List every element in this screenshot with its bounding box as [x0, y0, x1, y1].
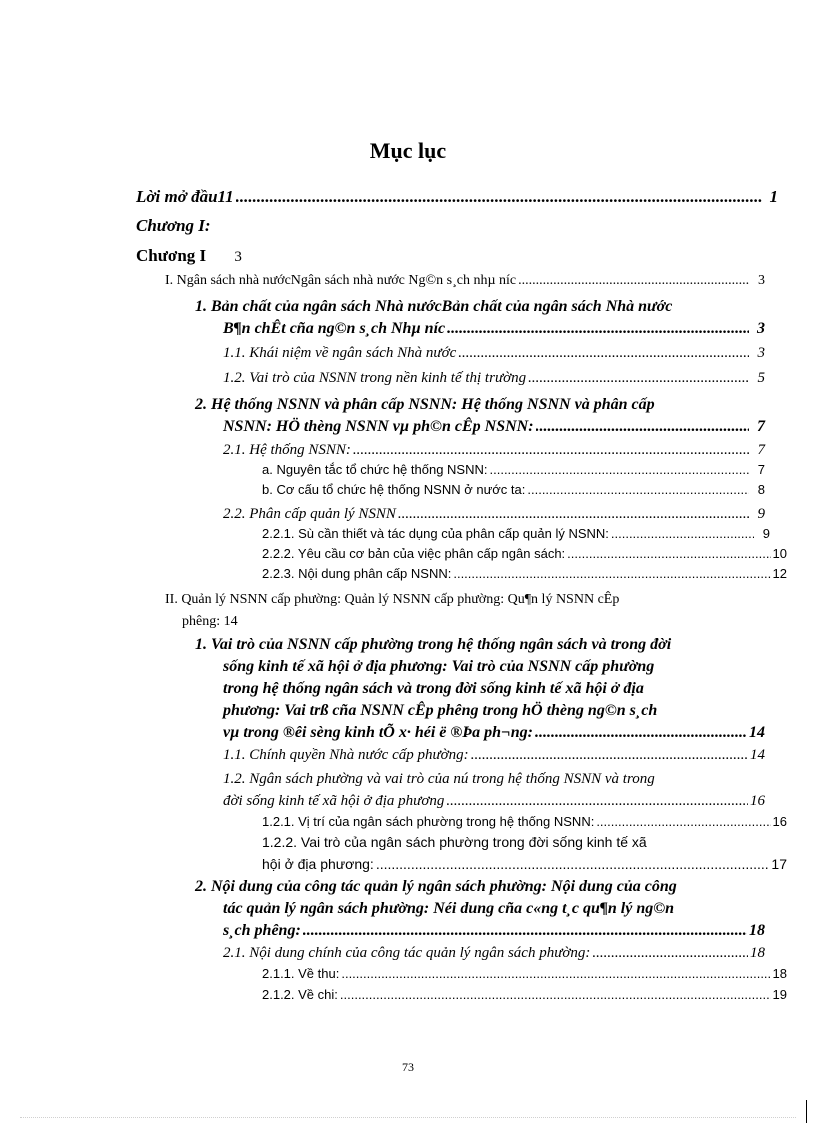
- leader-dots: [453, 563, 770, 585]
- toc-page-number: 12: [772, 566, 787, 581]
- leader-dots: [592, 942, 748, 964]
- leader-dots: [398, 503, 749, 525]
- toc-entry-text-line1: 2. Hệ thống NSNN và phân cấp NSNN: Hệ thống NSNN và phân cấp: [195, 396, 655, 413]
- toc-entry-II-2-1-2[interactable]: [262, 984, 787, 1006]
- page-bottom-divider: [20, 1117, 796, 1118]
- leader-dots: [536, 416, 749, 438]
- toc-page-number: 19: [772, 987, 787, 1002]
- toc-entry-II-1-2[interactable]: [223, 768, 785, 812]
- toc-entry-text: 2.1. Hệ thống NSNN:: [223, 442, 351, 458]
- leader-dots: [458, 342, 749, 364]
- toc-entry-text: 2.2.3. Nội dung phân cấp NSNN:: [262, 566, 452, 581]
- toc-entry-text: a. Nguyên tắc tổ chức hệ thống NSNN:: [262, 462, 488, 477]
- toc-entry-text-line2: B¶n chÊt cña ng©n s¸ch Nhµ níc: [223, 320, 446, 337]
- toc-entry-2-2-2[interactable]: [262, 543, 787, 565]
- toc-entry-text: I. Ngân sách nhà nướcNgân sách nhà nước Ng©n s¸ch nhµ níc: [165, 273, 517, 288]
- toc-page-number: 7: [757, 418, 765, 435]
- toc-entry-text: 2.2.2. Yêu cầu cơ bản của việc phân cấp ngân sách:: [262, 546, 566, 561]
- toc-entry-II-1-2-2[interactable]: [262, 831, 787, 875]
- toc-page-number: 18: [772, 966, 787, 981]
- toc-page-number: 7: [757, 442, 765, 458]
- toc-page-number: 5: [757, 370, 765, 386]
- toc-entry-intro[interactable]: [136, 186, 778, 208]
- toc-entry-text-line4: phương: Vai trß cña NSNN cÊp phêng trong hÖ thèng ng©n s¸ch: [223, 702, 658, 719]
- leader-dots: [527, 479, 749, 501]
- toc-entry-2[interactable]: [195, 394, 765, 438]
- toc-entry-1-2[interactable]: [223, 367, 765, 389]
- toc-entry-chapter[interactable]: [136, 245, 242, 268]
- leader-dots: [236, 186, 762, 208]
- toc-entry-II-2[interactable]: [195, 876, 765, 942]
- toc-entry-text: 1.2. Vai trò của NSNN trong nền kinh tế thị trường: [223, 370, 527, 386]
- toc-entry-2-2-1[interactable]: [262, 523, 770, 545]
- toc-entry-1-1[interactable]: [223, 342, 765, 364]
- toc-page-number: 16: [750, 793, 765, 809]
- toc-entry-text: Chương I: [136, 246, 207, 265]
- toc-entry-text: 1.2.1. Vị trí của ngân sách phường trong hệ thống NSNN:: [262, 814, 595, 829]
- toc-page-number: 3: [757, 345, 765, 361]
- toc-page-number: 7: [757, 462, 765, 477]
- toc-entry-text: Lời mở đầu11: [136, 187, 234, 206]
- toc-entry-text-line3: trong hệ thống ngân sách và trong đời sống kinh tế xã hội ở địa: [223, 680, 644, 697]
- leader-dots: [447, 318, 749, 340]
- leader-dots: [596, 811, 770, 833]
- toc-entry-1[interactable]: [195, 296, 765, 340]
- toc-entry-text-line1: II. Quản lý NSNN cấp phường: Quản lý NSNN cấp phường: Qu¶n lý NSNN cÊp: [165, 592, 620, 607]
- toc-entry-text: Chương I:: [136, 216, 211, 235]
- toc-entry-II-1[interactable]: [195, 634, 765, 744]
- toc-entry-II-2-1-1[interactable]: [262, 963, 787, 985]
- toc-entry-text-line2: hội ở địa phương:: [262, 856, 374, 872]
- leader-dots: [611, 523, 754, 545]
- toc-page-number: 3: [757, 320, 765, 337]
- leader-dots: [341, 963, 770, 985]
- toc-entry-section-I[interactable]: [165, 270, 765, 292]
- toc-entry-text-line1: 1.2. Ngân sách phường và vai trò của nú trong hệ thống NSNN và trong: [223, 771, 655, 787]
- toc-entry-text-line1: 1. Vai trò của NSNN cấp phường trong hệ thống ngân sách và trong đời: [195, 636, 672, 653]
- toc-page-number: 18: [749, 922, 765, 939]
- leader-dots: [471, 744, 748, 766]
- leader-dots: [567, 543, 770, 565]
- toc-entry-section-II[interactable]: [165, 589, 765, 633]
- toc-page-number: 1: [769, 187, 778, 206]
- toc-entry-text: 2.1.2. Về chi:: [262, 987, 338, 1002]
- toc-entry-text: 2.2.1. Sù cần thiết và tác dụng của phân cấp quản lý NSNN:: [262, 526, 609, 541]
- toc-entry-text: b. Cơ cấu tổ chức hệ thống NSNN ở nước ta:: [262, 482, 526, 497]
- toc-page-number: 14: [750, 747, 765, 763]
- page-title: Mục lục: [369, 138, 447, 163]
- leader-dots: [353, 439, 749, 461]
- toc-entry-text-line3: s¸ch phêng:: [223, 922, 301, 939]
- toc-entry-2-1[interactable]: [223, 439, 765, 461]
- toc-page-number: 3: [234, 249, 242, 265]
- leader-dots: [376, 853, 770, 875]
- toc-entry-text-line2: sống kinh tế xã hội ở địa phương: Vai trò của NSNN cấp phường: [223, 658, 655, 675]
- leader-dots: [303, 920, 747, 942]
- toc-page-number: 8: [757, 482, 765, 497]
- leader-dots: [340, 984, 771, 1006]
- toc-page-number: 3: [758, 273, 765, 288]
- leader-dots: [518, 270, 749, 292]
- toc-entry-text: 2.2. Phân cấp quản lý NSNN: [223, 506, 396, 522]
- toc-entry-text-line1: 1. Bản chất của ngân sách Nhà nướcBản chất của ngân sách Nhà nước: [195, 298, 673, 315]
- toc-entry-text: 1.1. Khái niệm về ngân sách Nhà nước: [223, 345, 457, 361]
- toc-entry-chapter-heading[interactable]: [136, 215, 211, 237]
- leader-dots: [446, 790, 748, 812]
- toc-entry-II-1-2-1[interactable]: [262, 811, 787, 833]
- leader-dots: [535, 722, 747, 744]
- toc-entry-text: 1.1. Chính quyền Nhà nước cấp phường:: [223, 747, 469, 763]
- toc-entry-2-2[interactable]: [223, 503, 765, 525]
- toc-entry-text-line5: vµ trong ®êi sèng kinh tÕ x· héi ë ®Þa ph¬ng:: [223, 724, 533, 741]
- toc-page-number: 10: [772, 546, 787, 561]
- toc-entry-2-1-a[interactable]: [262, 459, 765, 481]
- toc-entry-text-line2: phêng: 14: [182, 614, 238, 629]
- toc-entry-II-1-1[interactable]: [223, 744, 765, 766]
- toc-entry-text: 2.1.1. Về thu:: [262, 966, 340, 981]
- toc-entry-text-line2: NSNN: HÖ thèng NSNN vµ ph©n cÊp NSNN:: [223, 418, 534, 435]
- toc-entry-text-line1: 1.2.2. Vai trò của ngân sách phường trong đời sống kinh tế xã: [262, 834, 647, 850]
- toc-entry-text-line2: đời sống kinh tế xã hội ở địa phương: [223, 793, 445, 809]
- page-corner-mark: [806, 1100, 807, 1123]
- toc-entry-2-1-b[interactable]: [262, 479, 765, 501]
- leader-dots: [528, 367, 749, 389]
- toc-page-number: 16: [772, 814, 787, 829]
- page-number: 73: [402, 1060, 414, 1074]
- toc-page-number: 17: [771, 856, 787, 872]
- toc-page-number: 9: [757, 506, 765, 522]
- toc-entry-II-2-1[interactable]: [223, 942, 765, 964]
- toc-entry-text: 2.1. Nội dung chính của công tác quản lý ngân sách phường:: [223, 945, 591, 961]
- toc-page-number: 9: [762, 526, 770, 541]
- toc-entry-text-line2: tác quản lý ngân sách phường: Néi dung cña c«ng t¸c qu¶n lý ng©n: [223, 900, 675, 917]
- leader-dots: [490, 459, 750, 481]
- toc-page-number: 18: [750, 945, 765, 961]
- toc-entry-2-2-3[interactable]: [262, 563, 787, 585]
- toc-page-number: 14: [749, 724, 765, 741]
- toc-entry-text-line1: 2. Nội dung của công tác quản lý ngân sách phường: Nội dung của công: [195, 878, 677, 895]
